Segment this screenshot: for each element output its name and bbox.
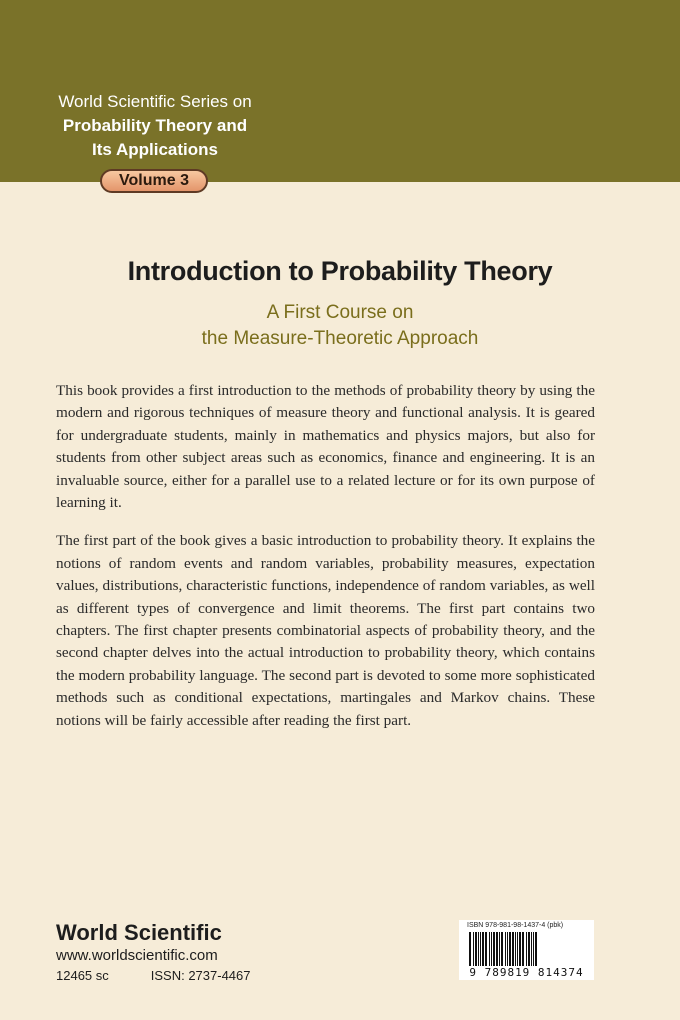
barcode-bar <box>501 932 503 966</box>
subtitle-line-1: A First Course on <box>266 302 414 323</box>
publisher-name: World Scientific <box>56 920 222 945</box>
publisher-url: www.worldscientific.com <box>56 947 218 964</box>
barcode-bar <box>489 932 490 966</box>
barcode-bar <box>526 932 527 966</box>
barcode-bar <box>509 932 511 966</box>
barcode-bar <box>519 932 521 966</box>
description-paragraph-1: This book provides a first introduction to the methods of probability theory by using the modern and rigorous techniques of measure theory and functional analysis. It is geared for undergraduate students, mainly in mathematics and physics majors, but also for students from other subject areas such as economics, finance and engineering. It is an invaluable source, either for a parallel use to a related lecture or for its own purpose of learning it. <box>56 382 595 512</box>
barcode-bar <box>485 932 487 966</box>
description-paragraph-2: The first part of the book gives a basic introduction to probability theory. It explains the notions of random events and random variables, probability measures, expectation values, distributions, characteristic functions, independence of random variables, as well as different types of convergence and limit theorems. The first part contains two chapters. The first chapter presents combinatorial aspects of probability theory, and the second chapter delves into the actual introduction to probability theory, which contains the modern probability language. The second part is devoted to some more sophisticated methods such as conditional expectations, martingales and Markov chains. These notions will be fairly accessible after reading the first part. <box>56 532 595 729</box>
barcode-bar <box>512 932 514 966</box>
book-description <box>56 380 595 748</box>
barcode-bar <box>469 932 471 966</box>
product-code: 12465 sc <box>56 968 109 983</box>
barcode-bar <box>531 932 532 966</box>
barcode-bar <box>499 932 500 966</box>
barcode-bar <box>493 932 495 966</box>
barcode-bar <box>480 932 481 966</box>
barcode-bar <box>496 932 498 966</box>
series-info <box>0 90 310 162</box>
barcode-bar <box>505 932 506 966</box>
publisher-meta <box>56 966 251 986</box>
barcode-bar <box>533 932 534 966</box>
barcode-bar <box>473 932 474 966</box>
series-line-1: World Scientific Series on <box>58 92 252 111</box>
issn-number: ISSN: 2737-4467 <box>150 968 251 983</box>
barcode-bar <box>507 932 508 966</box>
isbn-label: ISBN 978-981-98-1437-4 (pbk) <box>467 922 564 929</box>
barcode-bar <box>491 932 492 966</box>
barcode-bar <box>478 932 479 966</box>
barcode-bar <box>535 932 537 966</box>
publisher-block <box>56 920 251 986</box>
barcode-bar <box>522 932 524 966</box>
book-subtitle <box>0 300 680 352</box>
subtitle-line-2: the Measure-Theoretic Approach <box>201 328 479 349</box>
barcode-digits: 9 789819 814374 <box>469 966 584 979</box>
series-line-3: Its Applications <box>92 140 218 159</box>
book-title: Introduction to Probability Theory <box>127 256 553 286</box>
series-line-2: Probability Theory and <box>62 116 248 135</box>
barcode-bar <box>528 932 530 966</box>
barcode-bar <box>482 932 484 966</box>
isbn-barcode <box>459 920 594 980</box>
barcode-bars <box>467 932 586 966</box>
barcode-bar <box>475 932 477 966</box>
volume-badge: Volume 3 <box>100 169 208 193</box>
barcode-bar <box>517 932 518 966</box>
barcode-bar <box>515 932 516 966</box>
